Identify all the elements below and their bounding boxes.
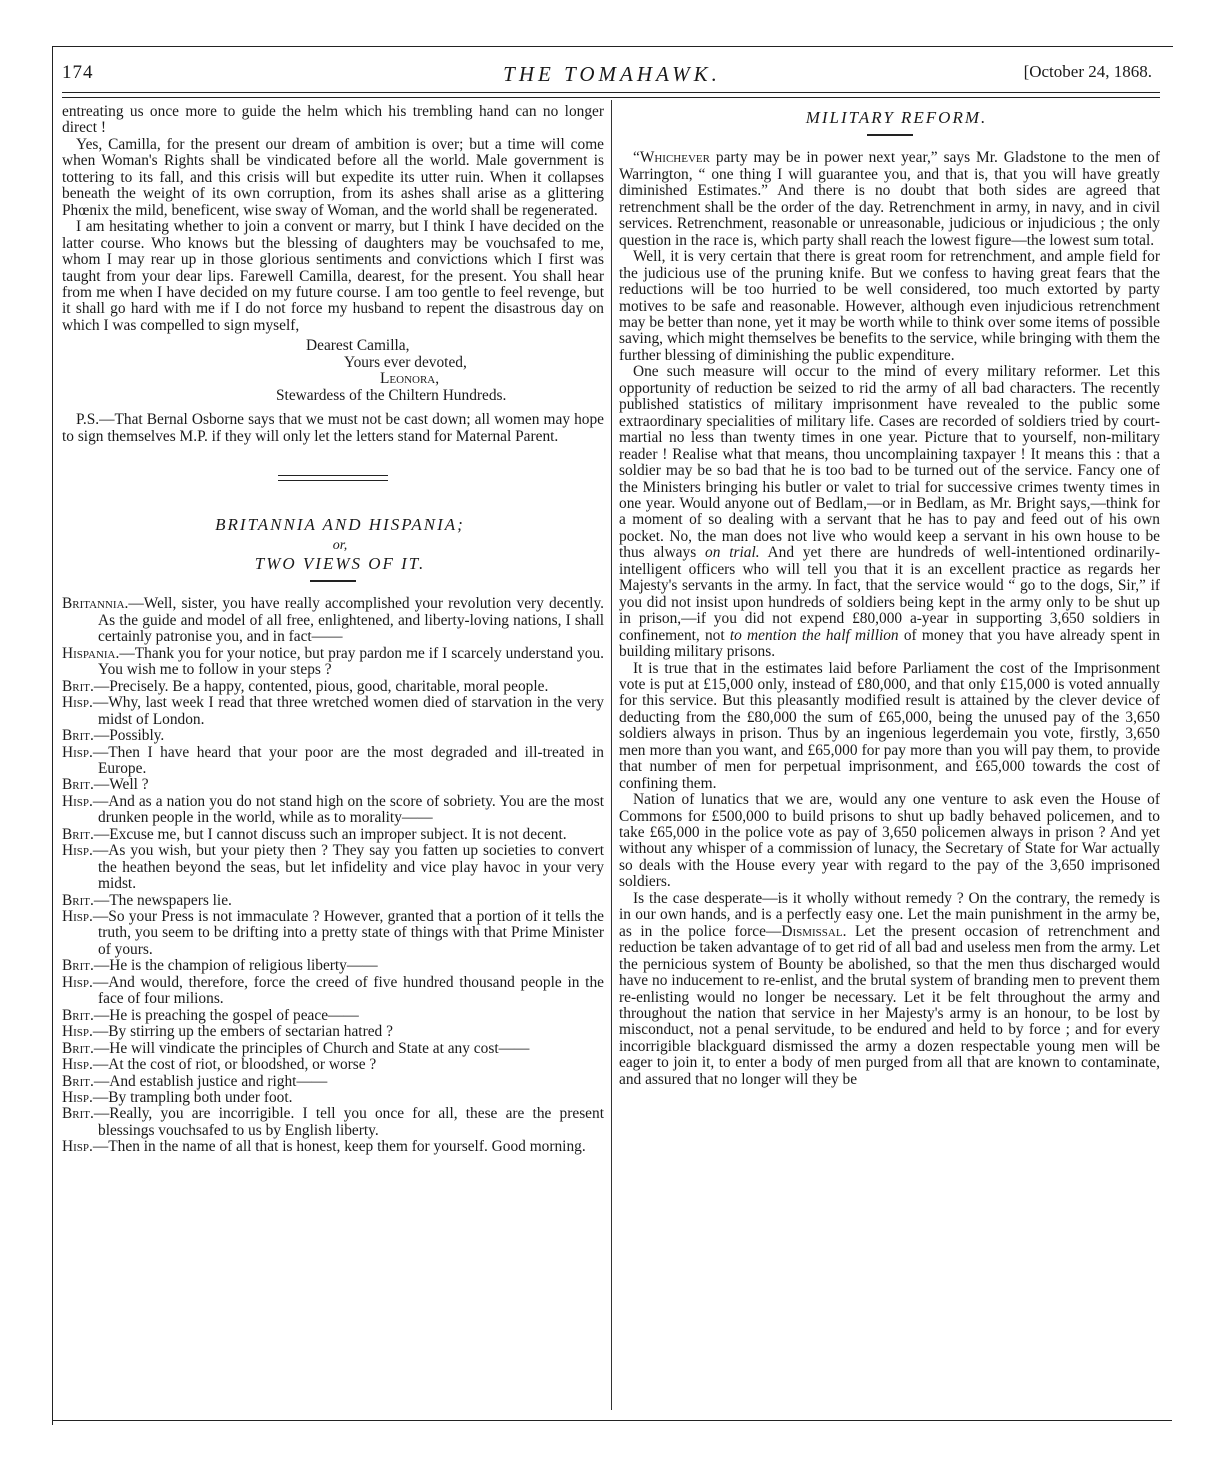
- signature-name: Leonora,: [380, 370, 440, 388]
- article-paragraph: It is true that in the estimates laid before Parliament the cost of the Imprisonment vote is put at £15,000 only, instead of £80,000, and that only £15,000 is voted annually for this service. But this pleasantly modified result is attained by the clever device of deducting from the £80,000 the sum of £65,000, being the unused pay of the 3,650 soldiers always in prison. Thus by an ingenious legerdemain you vote, firstly, 3,650 men more than you want, and £65,000 for pay more than you will pay them, to provide that number of men for perpetual imprisonment, and £65,000 towards the cost of confining them.: [619, 659, 1160, 792]
- dialogue-line: Hisp.—Then in the name of all that is honest, keep them for yourself. Good morning.: [62, 1138, 586, 1156]
- article-subtitle: TWO VIEWS OF IT.: [254, 553, 426, 573]
- page-number: 174: [62, 62, 94, 83]
- dialogue-line: Hisp.—And would, therefore, force the creed of five hundred thousand people in the face of four milions.: [62, 973, 604, 1008]
- dialogue-line: Hisp.—At the cost of riot, or bloodshed, or worse ?: [62, 1056, 377, 1074]
- dialogue-line: Brit.—Excuse me, but I cannot discuss such an improper subject. It is not decent.: [62, 825, 567, 843]
- title-rule: [867, 134, 913, 136]
- masthead-title: THE TOMAHAWK.: [503, 62, 721, 86]
- letter-paragraph: entreating us once more to guide the helm which his trembling hand can no longer direct !: [62, 104, 604, 137]
- signature-salutation: Dearest Camilla,: [306, 337, 410, 355]
- dialogue-line: Britannia.—Well, sister, you have really accomplished your revolution very decently. As the guide and model of all free, enlightened, and liberty-loving nations, I shall certainly patronise you, and in fact——: [62, 595, 604, 646]
- postscript: P.S.—That Bernal Osborne says that we must not be cast down; all women may hope to sign themselves M.P. if they will only let the letters stand for Maternal Parent.: [62, 411, 604, 445]
- title-rule: [310, 580, 356, 582]
- right-column: [619, 104, 1160, 1406]
- page-header: [62, 62, 1162, 92]
- signature-closing: Yours ever devoted,: [344, 353, 467, 371]
- article-paragraph: Nation of lunatics that we are, would any one venture to ask even the House of Commons for £500,000 to build prisons to shut up badly behaved policemen, and to take £65,000 in the police vote as pay of 3,650 policemen always in prison ? And yet without any whisper of a commission of lunacy, the Secretary of State for War actually so deals with the House every year with regard to the pay of the 3,650 imprisoned soldiers.: [619, 791, 1160, 891]
- dialogue-line: Hisp.—So your Press is not immaculate ? However, granted that a portion of it tells the truth, you seem to be drifting into a pretty state of things with that Prime Minister of yours.: [62, 908, 604, 958]
- dialogue-line: Brit.—Precisely. Be a happy, contented, pious, good, charitable, moral people.: [62, 677, 549, 695]
- dialogue-line: Hisp.—Then I have heard that your poor are the most degraded and ill-treated in Europe.: [62, 743, 604, 777]
- dialogue-line: Hisp.—By stirring up the embers of sectarian hatred ?: [62, 1023, 393, 1041]
- article-paragraph: Is the case desperate—is it wholly without remedy ? On the contrary, the remedy is in our own hands, and is a perfectly easy one. Let the main punishment in the army be, as in the police force—Dismissal. Let the present occasion of retrenchment and reduction be taken advantage of to get rid of all bad and useless men from the army. Let the pernicious system of Bounty be abolished, so that the men thus discharged would have no inducement to re-enlist, and the brutal system of branding men to prevent them re-enlisting would no longer be necessary. Let it be felt throughout the army and throughout the nation that service in her Majesty's army is an honour, to be lost by misconduct, not a penal servitude, to be endured and held to by force ; and for every incorrigible blackguard dismissed the army a dozen respectable young men will be eager to join it, to enter a body of men purged from all that are known to contaminate, and assured that no longer will they be: [619, 889, 1160, 1088]
- dialogue-line: Hisp.—As you wish, but your piety then ? They say you fatten up societies to convert the heathen beyond the seas, but let infidelity and vice play havoc in your very midst.: [62, 842, 604, 893]
- dialogue-line: Brit.—He is preaching the gospel of peace——: [62, 1006, 359, 1024]
- article-title: MILITARY REFORM.: [805, 108, 988, 127]
- issue-date: [October 24, 1868.: [1023, 62, 1152, 81]
- article-title-or: or,: [332, 537, 348, 553]
- letter-paragraph: I am hesitating whether to join a convent or marry, but I think I have decided on the latter course. Who knows but the blessing of daughters may be vouchsafed to me, whom I may rear up in those glorious sentiments and convictions which I first was taught from your dear lips. Farewell Camilla, dearest, for the present. You shall hear from me when I have decided on my future course. I am too gentle to feel revenge, but it shall go hard with me if I do not force my husband to repent the disastrous day on which I was compelled to sign myself,: [62, 218, 604, 334]
- dialogue-line: Brit.—Well ?: [62, 776, 149, 794]
- dialogue-line: Hispania.—Thank you for your notice, but pray pardon me if I scarcely understand you. You wish me to follow in your steps ?: [62, 644, 604, 679]
- dialogue-line: Brit.—He will vindicate the principles of Church and State at any cost——: [62, 1039, 530, 1057]
- article-paragraph: Well, it is very certain that there is great room for retrenchment, and ample field for the judicious use of the pruning knife. But we confess to having great fears that the reductions will be too hurried to be well considered, too much extorted by party motives to be safe and reasonable. However, although even injudicious retrenchment may be better than none, yet it may be worth while to think over some items of possible saving, which might themselves be benefits to the service, while bringing with them the further blessing of diminishing the public expenditure.: [619, 248, 1160, 364]
- dialogue-line: Hisp.—By trampling both under foot.: [62, 1089, 293, 1107]
- dialogue-line: Brit.—The newspapers lie.: [62, 891, 232, 909]
- signature-title: Stewardess of the Chiltern Hundreds.: [276, 386, 507, 404]
- dialogue: [62, 596, 604, 1155]
- header-rule: [62, 92, 1160, 98]
- section-divider: [278, 475, 388, 481]
- article-title: BRITANNIA AND HISPANIA;: [215, 515, 465, 535]
- article-paragraph: One such measure will occur to the mind of every military reformer. Let this opportunity of reduction be seized to rid the army of all bad characters. The recently published statistics of military imprisonment have revealed to the public some extraordinary specialities of military life. Cases are recorded of soldiers tried by court-martial no less than twenty times in one year. Picture that to yourself, non-military reader ! Realise what that means, thou uncomplaining taxpayer ! It means this : that a soldier may be so bad that he is too bad to be turned out of the service. Fancy one of the Ministers bringing his butler or valet to trial for successive crimes twenty times in one year. Would anyone out of Bedlam,—or in Bedlam, as Mr. Bright says,—think for a moment of so dealing with a servant that he has to pay and feed out of his own pocket. No, the man does not live who would keep a servant in his own house to be thus always on trial. And yet there are hundreds of well-intentioned ordinarily-intelligent officers who will tell you that it is an excellent practice as regards her Majesty's servants in the army. In fact, that the service would “ go to the dogs, Sir,” if you did not insist upon hundreds of soldiers being kept in the army only to be shut up in prison,—if you did not expend £80,000 a-year in supporting 3,650 soldiers in confinement, not to mention the half million of money that you have already spent in building military prisons.: [619, 363, 1160, 661]
- dialogue-line: Brit.—Really, you are incorrigible. I tell you once for all, these are the present blessings vouchsafed to us by English liberty.: [62, 1105, 604, 1139]
- bottom-rule: [52, 1420, 1172, 1421]
- column-divider: [611, 100, 612, 1410]
- dialogue-line: Brit.—And establish justice and right——: [62, 1072, 328, 1090]
- article-paragraph: “Whichever party may be in power next year,” says Mr. Gladstone to the men of Warrington, “ one thing I will guarantee you, and that is, that you will have greatly diminished Estimates.” And there is no doubt that both sides are agreed that retrenchment shall be the order of the day. Retrenchment in army, in navy, and in civil services. Retrenchment, reasonable or unreasonable, judicious or injudicious ; the only question in the race is, which party shall reach the lowest figure—the lowest sum total.: [619, 149, 1160, 249]
- letter-paragraph: Yes, Camilla, for the present our dream of ambition is over; but a time will come when Woman's Rights shall be vindicated before all the world. Male government is tottering to its fall, and this crisis will but expedite its utter ruin. When it collapses beneath the weight of its own corruption, from its ashes shall arise as a glittering Phœnix the mild, beneficent, wise sway of Woman, and the world shall be regenerated.: [62, 135, 604, 219]
- dialogue-line: Hisp.—Why, last week I read that three wretched women died of starvation in the very midst of London.: [62, 694, 604, 728]
- left-column: [62, 104, 604, 1406]
- dialogue-line: Hisp.—And as a nation you do not stand high on the score of sobriety. You are the most drunken people in the world, while as to morality——: [62, 792, 604, 827]
- dialogue-line: Brit.—Possibly.: [62, 727, 165, 745]
- dialogue-line: Brit.—He is the champion of religious liberty——: [62, 957, 378, 975]
